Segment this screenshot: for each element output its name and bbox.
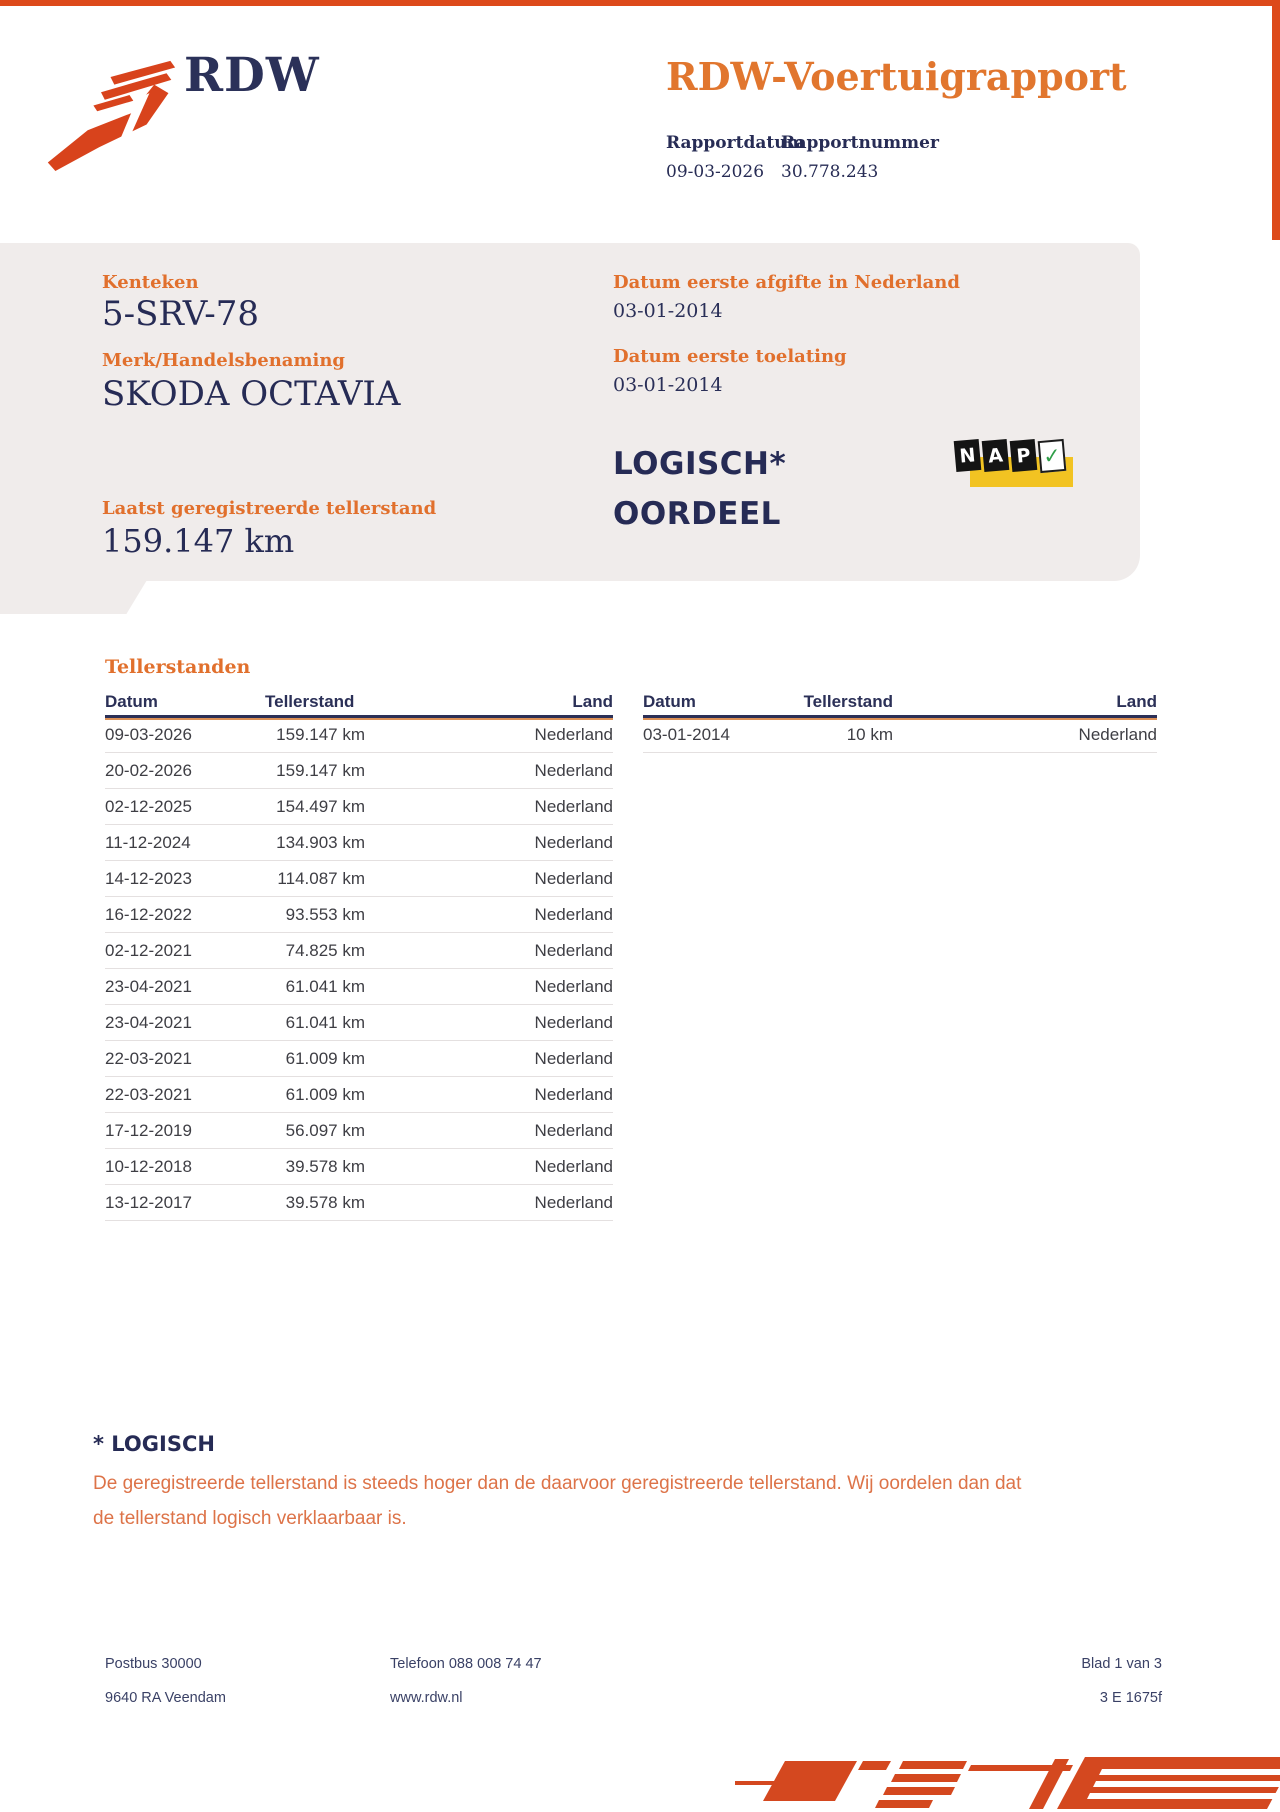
rdw-feather-logo-icon xyxy=(44,56,196,174)
cell-tellerstand: 61.041 km xyxy=(285,1012,365,1032)
table-row xyxy=(105,717,613,753)
cell-datum: 23-04-2021 xyxy=(105,976,192,996)
tellerstanden-section-title: Tellerstanden xyxy=(105,656,251,678)
oordeel-value: LOGISCH* xyxy=(613,446,787,482)
merk-label: Merk/Handelsbenaming xyxy=(102,350,346,371)
rdw-speed-stripes-graphic xyxy=(655,1757,1280,1812)
cell-tellerstand: 56.097 km xyxy=(285,1120,365,1140)
cell-land: Nederland xyxy=(534,904,613,924)
table-row xyxy=(105,825,613,861)
cell-datum: 11-12-2024 xyxy=(105,832,191,852)
footer-city: 9640 RA Veendam xyxy=(105,1690,226,1706)
cell-land: Nederland xyxy=(534,976,613,996)
cell-tellerstand: 159.147 km xyxy=(276,760,365,780)
cell-tellerstand: 159.147 km xyxy=(276,724,365,744)
cell-land: Nederland xyxy=(534,940,613,960)
cell-datum: 17-12-2019 xyxy=(105,1120,192,1140)
right-meter-readings-table xyxy=(643,717,1157,753)
table-row xyxy=(105,1077,613,1113)
nap-logo xyxy=(955,440,1083,494)
cell-tellerstand: 114.087 km xyxy=(277,868,365,888)
cell-land: Nederland xyxy=(534,1156,613,1176)
cell-tellerstand: 134.903 km xyxy=(276,832,365,852)
cell-datum: 23-04-2021 xyxy=(105,1012,192,1032)
logisch-footnote-title: * LOGISCH xyxy=(93,1432,215,1456)
cell-land: Nederland xyxy=(534,832,613,852)
kenteken-value: 5-SRV-78 xyxy=(102,294,259,334)
table-row xyxy=(105,753,613,789)
table-row xyxy=(105,1113,613,1149)
oordeel-label: OORDEEL xyxy=(613,496,781,532)
page-top-accent-bar xyxy=(0,0,1280,6)
cell-land: Nederland xyxy=(534,724,613,744)
logisch-footnote-text: De geregistreerde tellerstand is steeds hoger dan de daarvoor geregistreerde tellerstand. Wij oordelen dan dat de tellerstand logisch verklaarbaar is. xyxy=(93,1473,1022,1529)
left-table-header xyxy=(105,686,613,718)
cell-land: Nederland xyxy=(534,796,613,816)
left-meter-readings-table xyxy=(105,717,613,1221)
kenteken-label: Kenteken xyxy=(102,272,199,293)
cell-tellerstand: 39.578 km xyxy=(285,1192,365,1212)
merk-value: SKODA OCTAVIA xyxy=(102,374,401,414)
cell-tellerstand: 93.553 km xyxy=(285,904,365,924)
vehicle-summary-box-tab xyxy=(0,580,147,614)
cell-land: Nederland xyxy=(534,868,613,888)
report-date-value: 09-03-2026 xyxy=(666,162,765,182)
table-row xyxy=(105,1185,613,1221)
right-table-header xyxy=(643,686,1157,718)
cell-datum: 22-03-2021 xyxy=(105,1048,192,1068)
table-row xyxy=(105,933,613,969)
eerste-toelating-value: 03-01-2014 xyxy=(613,374,723,396)
footer-form-code: 3 E 1675f xyxy=(1099,1690,1162,1706)
cell-datum: 02-12-2021 xyxy=(105,940,192,960)
cell-land: Nederland xyxy=(534,760,613,780)
table-row xyxy=(105,897,613,933)
cell-land: Nederland xyxy=(534,1192,613,1212)
cell-tellerstand: 154.497 km xyxy=(276,796,365,816)
report-number-label: Rapportnummer xyxy=(781,133,939,153)
table-row xyxy=(643,717,1157,753)
document-title: RDW-Voertuigrapport xyxy=(666,54,1127,99)
right-header-datum: Datum xyxy=(643,692,696,711)
nap-checkmark-icon: ✓ xyxy=(1038,439,1067,473)
cell-land: Nederland xyxy=(534,1012,613,1032)
cell-tellerstand: 61.009 km xyxy=(285,1084,365,1104)
page-right-accent-bar xyxy=(1272,0,1280,240)
report-number-value: 30.778.243 xyxy=(781,162,879,182)
nap-letter-n: N xyxy=(954,439,982,472)
table-row xyxy=(105,1005,613,1041)
cell-datum: 09-03-2026 xyxy=(105,724,192,744)
nap-letter-p: P xyxy=(1010,439,1038,472)
cell-land: Nederland xyxy=(534,1084,613,1104)
eerste-afgifte-value: 03-01-2014 xyxy=(613,300,723,322)
cell-tellerstand: 74.825 km xyxy=(285,940,365,960)
cell-datum: 13-12-2017 xyxy=(105,1192,192,1212)
cell-tellerstand: 39.578 km xyxy=(285,1156,365,1176)
cell-datum: 16-12-2022 xyxy=(105,904,192,924)
right-header-tellerstand: Tellerstand xyxy=(803,692,893,711)
footer-page-indicator: Blad 1 van 3 xyxy=(1081,1656,1162,1672)
laatste-tellerstand-value: 159.147 km xyxy=(102,522,295,560)
cell-land: Nederland xyxy=(1078,724,1157,744)
cell-land: Nederland xyxy=(534,1048,613,1068)
cell-tellerstand: 61.041 km xyxy=(285,976,365,996)
table-row xyxy=(105,969,613,1005)
left-header-land: Land xyxy=(572,692,613,711)
table-row xyxy=(105,789,613,825)
cell-datum: 02-12-2025 xyxy=(105,796,192,816)
left-header-tellerstand: Tellerstand xyxy=(265,692,355,711)
left-header-datum: Datum xyxy=(105,692,158,711)
footer-website-link[interactable]: www.rdw.nl xyxy=(390,1690,463,1706)
rdw-wordmark: RDW xyxy=(184,48,320,103)
cell-datum: 20-02-2026 xyxy=(105,760,192,780)
laatste-tellerstand-label: Laatst geregistreerde tellerstand xyxy=(102,498,437,519)
cell-tellerstand: 61.009 km xyxy=(285,1048,365,1068)
table-row xyxy=(105,1149,613,1185)
report-date-label: Rapportdatum xyxy=(666,133,805,153)
eerste-afgifte-label: Datum eerste afgifte in Nederland xyxy=(613,272,960,293)
cell-datum: 10-12-2018 xyxy=(105,1156,192,1176)
cell-datum: 22-03-2021 xyxy=(105,1084,192,1104)
eerste-toelating-label: Datum eerste toelating xyxy=(613,346,847,367)
cell-datum: 14-12-2023 xyxy=(105,868,192,888)
cell-tellerstand: 10 km xyxy=(846,724,893,744)
table-row xyxy=(105,861,613,897)
table-row xyxy=(105,1041,613,1077)
cell-land: Nederland xyxy=(534,1120,613,1140)
cell-datum: 03-01-2014 xyxy=(643,724,730,744)
nap-letter-a: A xyxy=(982,439,1010,472)
right-header-land: Land xyxy=(1116,692,1157,711)
footer-postbus: Postbus 30000 xyxy=(105,1656,202,1672)
footer-phone: Telefoon 088 008 74 47 xyxy=(390,1656,542,1672)
